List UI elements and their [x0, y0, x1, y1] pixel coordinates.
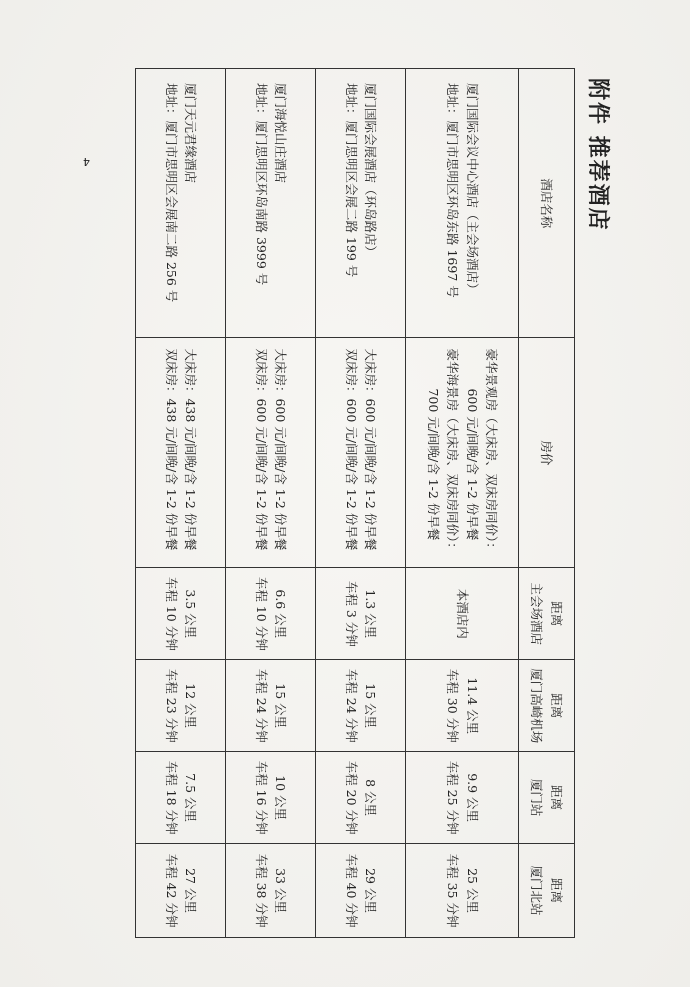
dist-text: 9.9 公里 — [464, 773, 480, 823]
dist-venue-cell — [406, 568, 519, 660]
price-cell — [226, 338, 316, 568]
hotel-name: 厦门海悦山庄酒店 — [273, 83, 289, 184]
dist-airport-cell — [406, 660, 519, 752]
price-line: 双床房：600 元/间晚/含 1-2 份早餐 — [253, 348, 269, 551]
hotel-address: 地址：厦门思明区环岛南路 3999 号 — [253, 83, 269, 286]
hotel-address: 地址：厦门市思明区环岛东路 1697 号 — [445, 83, 461, 298]
price-cell — [406, 338, 519, 568]
dist-text: 车程 3 分钟 — [343, 580, 359, 647]
dist-text: 6.6 公里 — [273, 589, 289, 639]
header-text: 厦门高崎机场 — [529, 668, 545, 744]
header-text: 距离 — [548, 878, 564, 904]
dist-text: 车程 20 分钟 — [343, 760, 359, 835]
dist-text: 27 公里 — [182, 868, 198, 913]
dist-text: 1.3 公里 — [363, 589, 379, 639]
dist-text: 车程 35 分钟 — [445, 853, 461, 928]
dist-north-cell — [316, 844, 406, 938]
header-hotel-name: 酒店名称 — [519, 69, 575, 338]
dist-text: 15 公里 — [363, 683, 379, 729]
dist-station-cell — [226, 752, 316, 844]
dist-text: 3.5 公里 — [182, 589, 198, 639]
dist-airport-cell — [316, 660, 406, 752]
table-row — [406, 69, 519, 938]
dist-text: 车程 30 分钟 — [445, 668, 461, 743]
price-line: 双床房：438 元/间晚/含 1-2 份早餐 — [163, 348, 179, 551]
dist-text: 25 公里 — [464, 868, 480, 913]
price-line: 600 元/间晚/含 1-2 份早餐 — [464, 388, 480, 541]
price-line: 大床房：438 元/间晚/含 1-2 份早餐 — [182, 348, 198, 551]
dist-text: 车程 10 分钟 — [253, 576, 269, 651]
header-dist-venue — [519, 568, 575, 660]
dist-text: 车程 25 分钟 — [445, 760, 461, 835]
dist-text: 车程 24 分钟 — [343, 668, 359, 743]
header-text: 厦门北站 — [529, 865, 545, 916]
price-line: 豪华海景房（大床房、双床房同价）： — [445, 348, 461, 555]
dist-text: 车程 38 分钟 — [253, 853, 269, 928]
hotel-address: 地址：厦门市思明区会展南二路 256 号 — [163, 83, 179, 303]
dist-text: 10 公里 — [273, 775, 289, 821]
hotel-cell — [136, 69, 226, 338]
hotel-cell — [226, 69, 316, 338]
dist-venue-cell — [136, 568, 226, 660]
dist-text: 8 公里 — [363, 779, 379, 817]
header-dist-station — [519, 752, 575, 844]
header-dist-north — [519, 844, 575, 938]
dist-text: 车程 16 分钟 — [253, 760, 269, 835]
dist-text: 车程 40 分钟 — [343, 853, 359, 928]
dist-text: 车程 18 分钟 — [163, 760, 179, 835]
hotel-table — [135, 68, 575, 938]
dist-venue-cell — [316, 568, 406, 660]
dist-text: 车程 10 分钟 — [163, 576, 179, 651]
header-price: 房价 — [519, 338, 575, 568]
table-row — [226, 69, 316, 938]
table-row — [136, 69, 226, 938]
hotel-address: 地址：厦门思明区会展二路 199 号 — [343, 83, 359, 278]
price-cell — [316, 338, 406, 568]
header-dist-airport — [519, 660, 575, 752]
header-text: 主会场酒店 — [529, 582, 545, 646]
price-line: 豪华景观房（大床房、双床房同价）： — [483, 348, 499, 555]
dist-text: 车程 24 分钟 — [253, 668, 269, 743]
price-line: 700 元/间晚/含 1-2 份早餐 — [425, 388, 441, 541]
rotated-content — [83, 68, 611, 938]
header-text: 距离 — [548, 693, 564, 719]
page-number: 4 — [83, 155, 90, 168]
hotel-name: 厦门国际会议中心酒店（主会场酒店） — [464, 83, 480, 296]
hotel-cell — [406, 69, 519, 338]
dist-airport-cell — [136, 660, 226, 752]
dist-station-cell — [316, 752, 406, 844]
dist-north-cell — [406, 844, 519, 938]
dist-text: 12 公里 — [182, 683, 198, 729]
header-text: 距离 — [548, 601, 564, 627]
dist-text: 15 公里 — [273, 683, 289, 729]
price-line: 双床房：600 元/间晚/含 1-2 份早餐 — [343, 348, 359, 551]
dist-text: 29 公里 — [363, 868, 379, 913]
dist-text: 11.4 公里 — [464, 677, 480, 735]
header-text: 距离 — [548, 785, 564, 811]
table-header-row — [519, 69, 575, 938]
dist-text: 本酒店内 — [454, 588, 470, 639]
dist-text: 车程 42 分钟 — [163, 853, 179, 928]
dist-north-cell — [136, 844, 226, 938]
hotel-cell — [316, 69, 406, 338]
header-text: 厦门站 — [529, 778, 545, 817]
table-row — [316, 69, 406, 938]
dist-station-cell — [406, 752, 519, 844]
hotel-name: 厦门天元君缘酒店 — [182, 83, 198, 184]
page-title: 附件 推荐酒店 — [585, 78, 611, 232]
dist-venue-cell — [226, 568, 316, 660]
dist-airport-cell — [226, 660, 316, 752]
price-line: 大床房：600 元/间晚/含 1-2 份早餐 — [273, 348, 289, 551]
dist-text: 车程 23 分钟 — [163, 668, 179, 743]
price-cell — [136, 338, 226, 568]
dist-text: 33 公里 — [273, 868, 289, 913]
hotel-name: 厦门国际会展酒店（环岛路店） — [363, 83, 379, 259]
dist-north-cell — [226, 844, 316, 938]
price-line: 大床房：600 元/间晚/含 1-2 份早餐 — [363, 348, 379, 551]
dist-station-cell — [136, 752, 226, 844]
dist-text: 7.5 公里 — [182, 773, 198, 823]
